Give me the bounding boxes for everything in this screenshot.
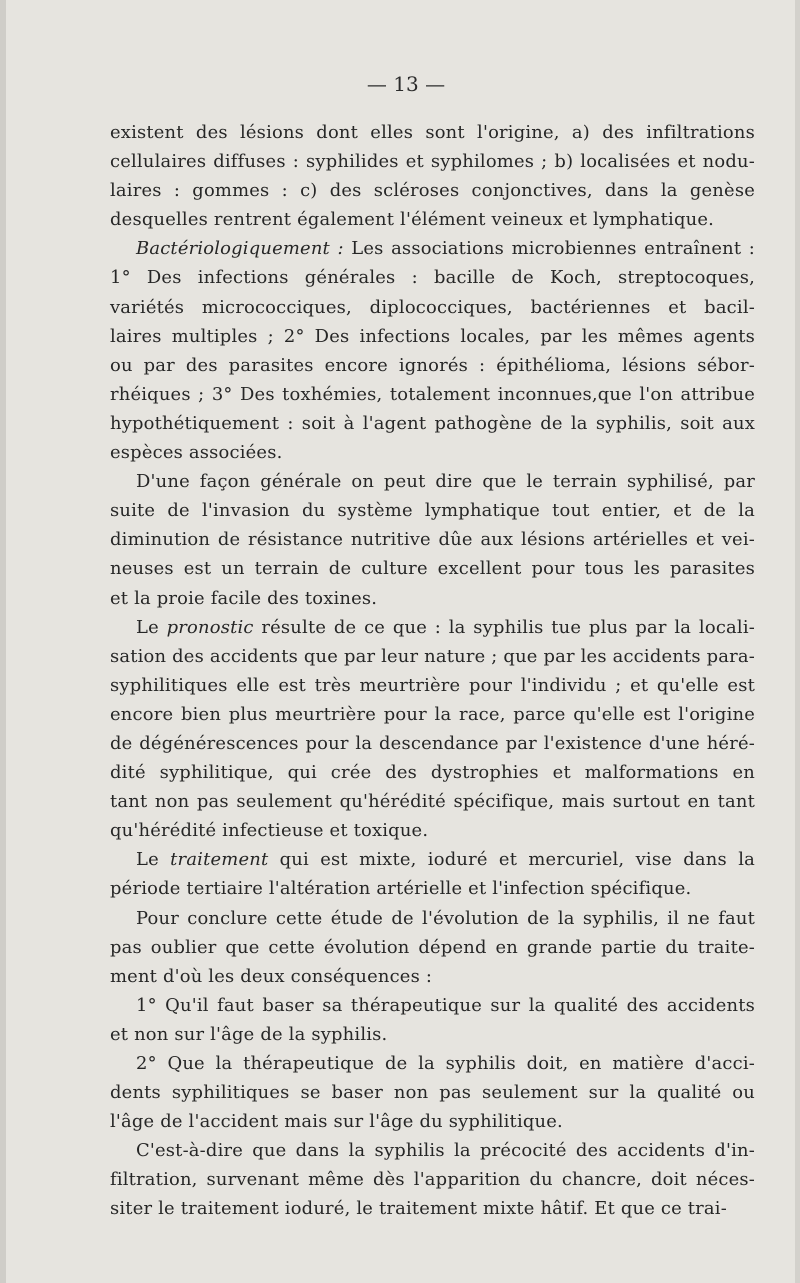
- text-line: [110, 293, 755, 322]
- text-line: [110, 758, 755, 787]
- line-text: pas oublier que cette évolution dépend en grande partie du traite-: [110, 936, 755, 958]
- line-text: diminution de résistance nutritive dûe aux lésions artérielles et vei-: [110, 529, 755, 551]
- line-text: laires multiples ; 2° Des infections locales, par les mêmes agents: [110, 325, 755, 347]
- text-line: [110, 554, 755, 583]
- paragraph: [110, 467, 755, 612]
- italic-term: Bactériologiquement :: [136, 238, 344, 260]
- text-line: [110, 205, 755, 234]
- text-line: [110, 176, 755, 205]
- line-text: rhéiques ; 3° Des toxhémies, totalement inconnues,que l'on attribue: [110, 383, 755, 405]
- line-text: syphilitiques elle est très meurtrière pour l'individu ; et qu'elle est: [110, 674, 755, 696]
- text-line: [110, 933, 755, 962]
- line-text: de dégénérescences pour la descendance par l'existence d'une héré-: [110, 732, 755, 754]
- line-text: ment d'où les deux conséquences :: [110, 965, 433, 987]
- line-prefix: Le: [136, 849, 171, 871]
- line-text: sation des accidents que par leur nature ; que par les accidents para-: [110, 645, 756, 667]
- text-line: [110, 613, 755, 642]
- text-line: [110, 904, 755, 933]
- line-text: l'âge de l'accident mais sur l'âge du syphilitique.: [110, 1111, 563, 1133]
- line-text: neuses est un terrain de culture excellent pour tous les parasites: [110, 558, 755, 580]
- text-line: [110, 118, 755, 147]
- paragraph: [110, 904, 755, 991]
- italic-term: traitement: [170, 849, 269, 871]
- line-text: desquelles rentrent également l'élément veineux et lymphatique.: [110, 209, 715, 231]
- text-line: [110, 700, 755, 729]
- paragraph: [110, 991, 755, 1049]
- text-line: [110, 1165, 755, 1194]
- paragraph: [110, 613, 755, 846]
- line-text: dents syphilitiques se baser non pas seulement sur la qualité ou: [110, 1082, 755, 1104]
- paragraph: [110, 234, 755, 467]
- text-line: [110, 787, 755, 816]
- text-line: [110, 671, 755, 700]
- text-line: [110, 816, 755, 845]
- text-line: [110, 584, 755, 613]
- text-line: [110, 322, 755, 351]
- text-line: [110, 525, 755, 554]
- text-line: [110, 991, 755, 1020]
- page-number: — 13 —: [366, 72, 446, 96]
- line-text: qui est mixte, ioduré et mercuriel, vise dans la: [268, 849, 755, 871]
- line-text: 1° Qu'il faut baser sa thérapeutique sur la qualité des accidents: [136, 994, 755, 1016]
- paragraph: [110, 1136, 755, 1223]
- text-line: [110, 845, 755, 874]
- line-text: Les associations microbiennes entraînent :: [343, 238, 755, 260]
- line-prefix: Le: [136, 616, 167, 638]
- line-text: 2° Que la thérapeutique de la syphilis doit, en matière d'acci-: [136, 1053, 755, 1074]
- line-text: 1° Des infections générales : bacille de Koch, streptocoques,: [110, 267, 755, 289]
- text-line: [110, 1107, 755, 1136]
- line-text: et non sur l'âge de la syphilis.: [110, 1023, 388, 1045]
- line-text: filtration, survenant même dès l'apparition du chancre, doit néces-: [110, 1169, 755, 1191]
- line-text: suite de l'invasion du système lymphatique tout entier, et de la: [110, 500, 755, 522]
- text-line: [110, 642, 755, 671]
- line-text: C'est-à-dire que dans la syphilis la précocité des accidents d'in-: [136, 1140, 755, 1162]
- line-text: siter le traitement ioduré, le traitement mixte hâtif. Et que ce trai-: [110, 1198, 727, 1220]
- text-line: [110, 380, 755, 409]
- text-line: [110, 1194, 755, 1223]
- line-text: espèces associées.: [110, 442, 283, 464]
- line-text: D'une façon générale on peut dire que le terrain syphilisé, par: [136, 471, 755, 493]
- line-text: cellulaires diffuses : syphilides et syphilomes ; b) localisées et nodu-: [110, 151, 755, 173]
- paragraph: [110, 1049, 755, 1136]
- line-text: hypothétiquement : soit à l'agent pathogène de la syphilis, soit aux: [110, 412, 755, 434]
- text-line: [110, 438, 755, 467]
- text-line: [110, 409, 755, 438]
- body-text: [110, 118, 755, 1224]
- line-text: Pour conclure cette étude de l'évolution de la syphilis, il ne faut: [136, 907, 755, 929]
- text-line: [110, 1136, 755, 1165]
- paragraph: [110, 118, 755, 234]
- line-text: période tertiaire l'altération artérielle et l'infection spécifique.: [110, 878, 692, 900]
- line-text: encore bien plus meurtrière pour la race, parce qu'elle est l'origine: [110, 703, 755, 725]
- line-text: résulte de ce que : la syphilis tue plus par la locali-: [253, 616, 755, 638]
- line-text: ou par des parasites encore ignorés : épithélioma, lésions sébor-: [110, 354, 755, 376]
- line-text: qu'hérédité infectieuse et toxique.: [110, 820, 429, 842]
- text-line: [110, 234, 755, 263]
- line-text: laires : gommes : c) des scléroses conjonctives, dans la genèse: [110, 180, 755, 202]
- line-text: et la proie facile des toxines.: [110, 587, 378, 609]
- text-line: [110, 1078, 755, 1107]
- line-text: existent des lésions dont elles sont l'origine, a) des infiltrations: [110, 122, 755, 143]
- text-line: [110, 496, 755, 525]
- paragraph: [110, 845, 755, 903]
- text-line: [110, 962, 755, 991]
- text-line: [110, 147, 755, 176]
- text-line: [110, 874, 755, 903]
- text-line: [110, 467, 755, 496]
- italic-term: pronostic: [166, 616, 254, 638]
- line-text: tant non pas seulement qu'hérédité spécifique, mais surtout en tant: [110, 791, 755, 813]
- text-line: [110, 1049, 755, 1078]
- line-text: dité syphilitique, qui crée des dystrophies et malformations en: [110, 762, 755, 784]
- text-line: [110, 263, 755, 292]
- text-line: [110, 351, 755, 380]
- line-text: variétés micrococciques, diplococciques, bactériennes et bacil-: [110, 296, 755, 318]
- text-line: [110, 1020, 755, 1049]
- text-line: [110, 729, 755, 758]
